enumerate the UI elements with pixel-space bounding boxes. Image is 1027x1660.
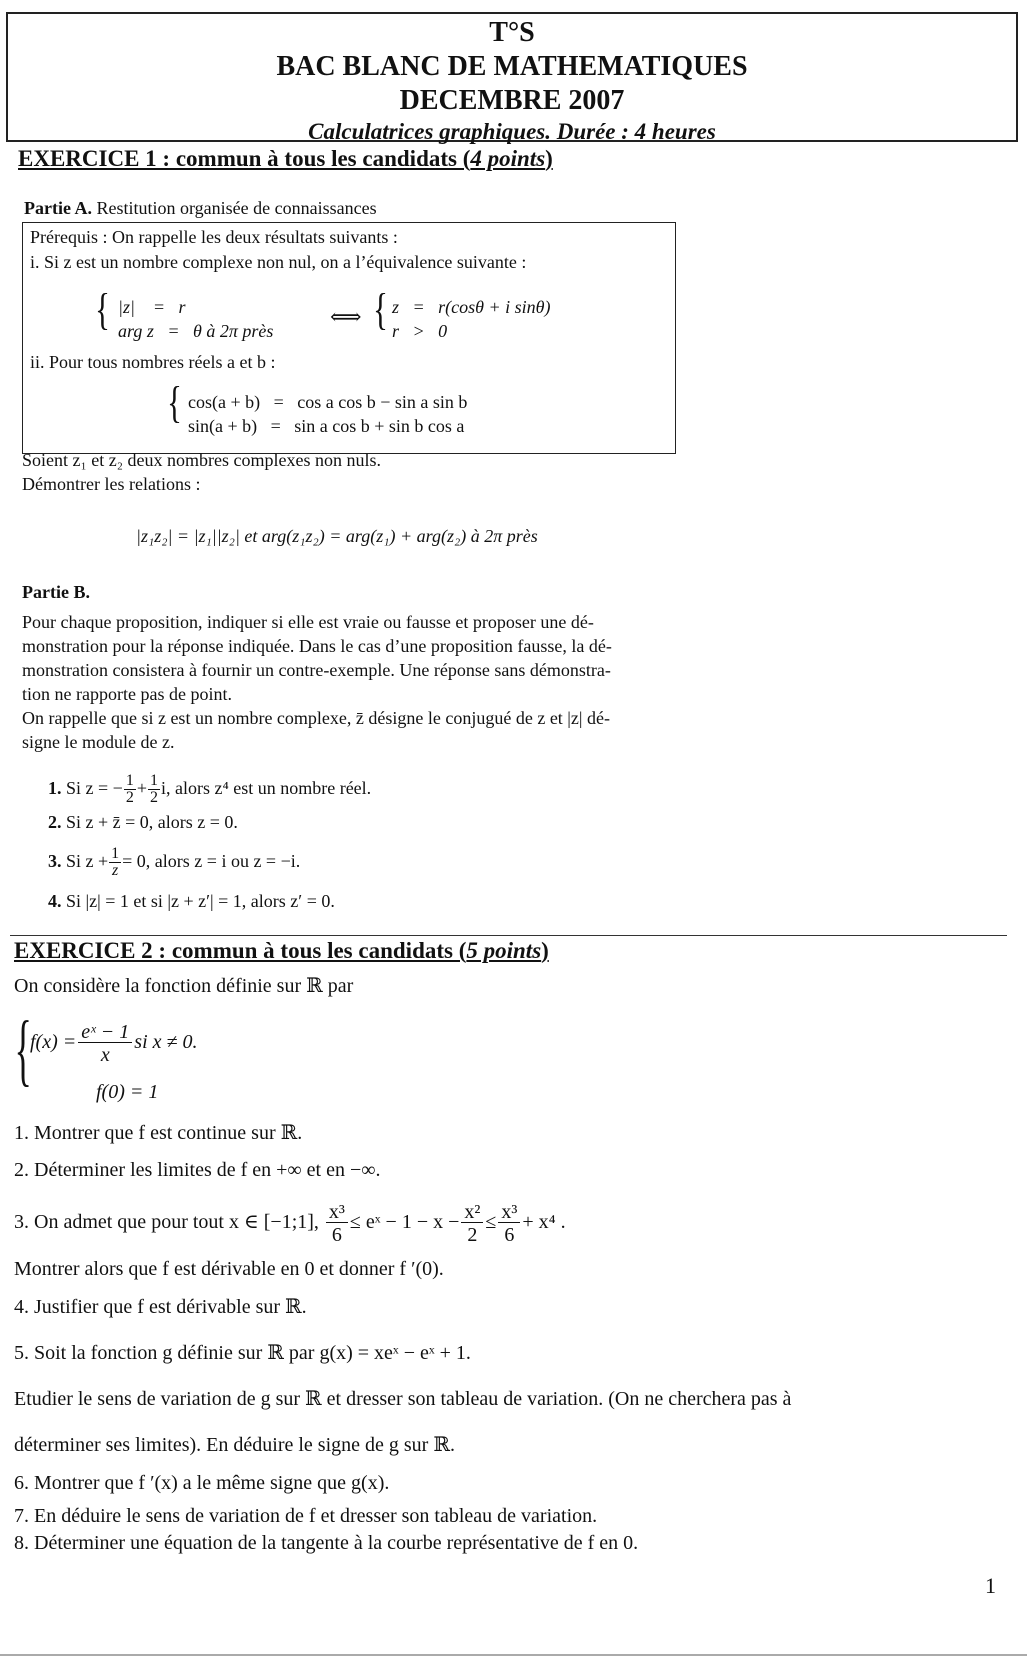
function-value-at-zero: f(0) = 1: [96, 1081, 159, 1103]
cos-sum-formula: cos(a + b) = cos a cos b − sin a sin b: [188, 392, 468, 412]
section-divider: [10, 935, 1007, 936]
left-brace: {: [95, 285, 110, 334]
question-2: 2. Déterminer les limites de f en +∞ et en −∞.: [14, 1159, 381, 1181]
header-title: BAC BLANC DE MATHEMATIQUES: [276, 51, 748, 82]
soient-text: Soient z₁ et z₂ deux nombres complexes non nuls.: [22, 450, 381, 470]
argument-equation: arg z = θ à 2π près: [118, 321, 274, 341]
question-6: 6. Montrer que f ′(x) a le même signe que g(x).: [14, 1472, 390, 1494]
exercise-2-title: EXERCICE 2 : commun à tous les candidats (5 points): [14, 938, 549, 963]
question-3: 3. On admet que pour tout x ∈ [−1;1], $\frac{\text{x³}}{6}$ ≤ eˣ − 1 − x − $\frac{\text{x²}}{2}$ ≤ $\frac{\text{x³}}{6}$ + x⁴ .: [14, 1200, 566, 1246]
equivalence-symbol: ⟺: [330, 304, 362, 329]
question-5-line-2: Etudier le sens de variation de g sur ℝ et dresser son tableau de variation. (On ne cherchera pas à: [14, 1388, 792, 1410]
prereq-text: Prérequis : On rappelle les deux résultats suivants :: [30, 227, 398, 247]
part-b-heading: Partie B.: [22, 582, 90, 602]
question-5: 5. Soit la fonction g définie sur ℝ par g(x) = xeˣ − eˣ + 1.: [14, 1342, 471, 1364]
function-definition: f(x) = $\frac{\text{eˣ − 1}}{x}$ si x ≠ 0.: [30, 1020, 198, 1066]
part-b-line: signe le module de z.: [22, 732, 175, 752]
scan-edge: [0, 1654, 1027, 1656]
question-3-continuation: Montrer alors que f est dérivable en 0 et donner f ′(0).: [14, 1258, 444, 1280]
header-class: T°S: [489, 17, 535, 48]
page-number: 1: [985, 1573, 996, 1598]
part-b-line: Pour chaque proposition, indiquer si elle est vraie ou fausse et proposer une dé-: [22, 612, 594, 632]
right-brace: {: [373, 285, 388, 334]
positive-r-condition: r > 0: [392, 321, 448, 341]
prereq-item-ii: ii. Pour tous nombres réels a et b :: [30, 352, 276, 372]
modulus-equation: |z| = r: [118, 297, 186, 317]
proposition-1: 1. Si z = − $\frac{1}{2}$ + $\frac{1}{2}$ i, alors z⁴ est un nombre réel.: [48, 772, 372, 807]
proposition-2: 2. Si z + z̄ = 0, alors z = 0.: [48, 812, 238, 832]
question-8: 8. Déterminer une équation de la tangente à la courbe représentative de f en 0.: [14, 1532, 639, 1554]
proposition-4: 4. Si |z| = 1 et si |z + z′| = 1, alors z′ = 0.: [48, 891, 335, 911]
question-4: 4. Justifier que f est dérivable sur ℝ.: [14, 1296, 307, 1318]
header-date: DECEMBRE 2007: [399, 85, 625, 116]
part-b-line: monstration consistera à fournir un contre-exemple. Une réponse sans démonstra-: [22, 660, 611, 680]
relation-formula: |z₁z₂| = |z₁||z₂| et arg(z₁z₂) = arg(z₁) + arg(z₂) à 2π près: [136, 526, 538, 546]
demontrer-text: Démontrer les relations :: [22, 474, 201, 494]
question-7: 7. En déduire le sens de variation de f et dresser son tableau de variation.: [14, 1505, 598, 1527]
trig-form-equation: z = r(cosθ + i sinθ): [392, 297, 551, 317]
part-b-line: monstration pour la réponse indiquée. Dans le cas d’une proposition fausse, la dé-: [22, 636, 612, 656]
sin-sum-formula: sin(a + b) = sin a cos b + sin b cos a: [188, 416, 465, 436]
ex2-intro: On considère la fonction définie sur ℝ par: [14, 975, 354, 997]
prereq-item-i: i. Si z est un nombre complexe non nul, on a l’équivalence suivante :: [30, 252, 527, 272]
part-b-line: On rappelle que si z est un nombre complexe, z̄ désigne le conjugué de z et |z| dé-: [22, 708, 610, 728]
part-b-line: tion ne rapporte pas de point.: [22, 684, 232, 704]
function-brace: {: [14, 1006, 32, 1094]
question-5-line-3: déterminer ses limites). En déduire le signe de g sur ℝ.: [14, 1434, 455, 1456]
part-a-heading: Partie A. Restitution organisée de connaissances: [24, 198, 377, 218]
proposition-3: 3. Si z + $\frac{1}{z}$ = 0, alors z = i ou z = −i.: [48, 845, 301, 880]
header-box: [6, 12, 1018, 142]
question-1: 1. Montrer que f est continue sur ℝ.: [14, 1122, 303, 1144]
trig-brace: {: [167, 378, 182, 427]
exercise-1-title: EXERCICE 1 : commun à tous les candidats (4 points): [18, 146, 553, 171]
header-subtitle: Calculatrices graphiques. Durée : 4 heures: [308, 119, 716, 144]
